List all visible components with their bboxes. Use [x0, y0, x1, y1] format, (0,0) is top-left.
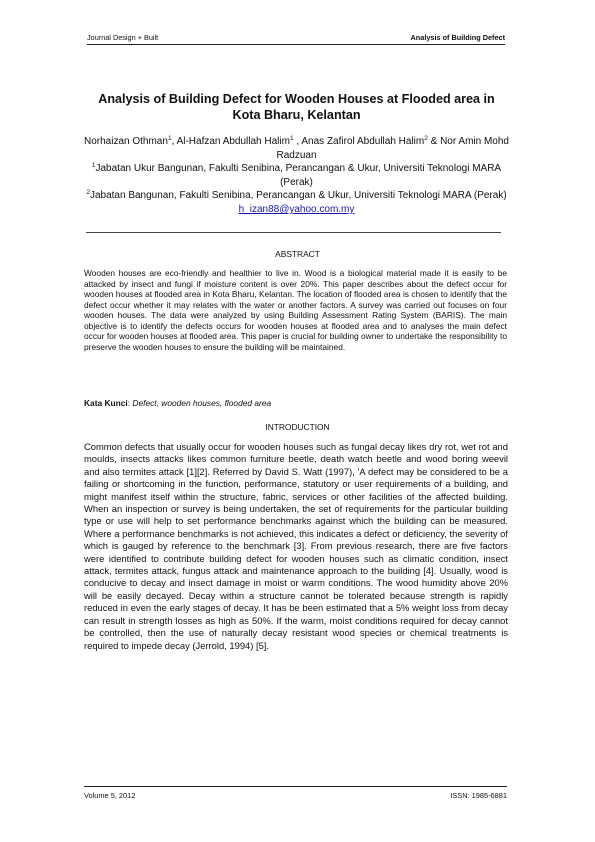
affiliation-marker: 2 — [424, 135, 428, 142]
affiliation-marker: 2 — [86, 189, 90, 197]
keywords — [84, 398, 507, 408]
keywords-colon: : — [127, 398, 133, 408]
abstract-text: Wooden houses are eco-friendly and healthier to live in. Wood is a biological material made it is easily to be attacked by insect and fungi if moisture content is over 20%. This paper describes about the defect occur for wooden houses at flooded area in Kota Bharu, Kelantan. The location of flooded area is chosen to identify that the defect occur whether it may relates with the water or another factors. A survey was carried out focuses on four wooden houses. The data were analyzed by using Building Assessment Rating System (BARIS). The main objective is to identify the defects occurs for wooden houses at flooded area and to analyses the main defect occur for wooden houses at flooded area. This paper is crucial for building owner to undertake the responsibility to preserve the wooden houses to ensure the building will be maintained. — [84, 268, 507, 352]
introduction-heading: INTRODUCTION — [265, 422, 330, 432]
keywords-text: Defect, wooden houses, flooded area — [132, 398, 272, 408]
author-name: , Al-Hafzan Abdullah Halim — [171, 136, 290, 147]
footer-rule — [84, 786, 507, 787]
header-rule — [87, 44, 505, 45]
author-block — [84, 135, 509, 217]
running-head — [87, 33, 505, 42]
author-name: & Nor Amin Mohd Radzuan — [276, 136, 509, 161]
running-title: Analysis of Building Defect — [410, 33, 505, 42]
separator-rule — [86, 232, 501, 233]
author-name: , Anas Zafirol Abdullah Halim — [293, 136, 425, 147]
email-link[interactable]: h_izan88@yahoo.com.my — [238, 203, 355, 215]
keywords-label: Kata Kunci — [84, 398, 128, 408]
affiliation-marker: 1 — [167, 135, 172, 142]
paper-title: Analysis of Building Defect for Wooden Houses at Flooded area in Kota Bharu, Kelantan — [98, 92, 495, 122]
volume-info: Volume 5, 2012 — [84, 791, 136, 800]
author-list — [84, 135, 509, 162]
affiliation-1 — [84, 162, 509, 189]
affiliation-text: Jabatan Bangunan, Fakulti Senibina, Perancangan & Ukur, Universiti Teknologi MARA (Perak) — [89, 190, 507, 202]
affiliation-2 — [84, 189, 509, 203]
introduction-text: Common defects that usually occur for wooden houses such as fungal decay likes dry rot, wet rot and moulds, insects attacks likes common furniture beetle, death watch beetle and wood boring weevil and also termites attack [1][2]. Referred by David S. Watt (1997), 'A defect may be considered to be a failing or shortcoming in the function, performance, statutory or user requirements of a building, and might manifest itself within the structure, fabric, services or other facilities of the affected building. When an inspection or survey is being undertaken, the set of requirements for the particular building type or use will help to set performance benchmarks against which the building can be measured. Where a performance benchmarks is not achieved, this indicates a defect or deficiency, the severity of which is gauged by reference to the benchmark [3]. From previous research, there are five factors were identified to contribute building defect for wooden houses such as climatic condition, insect attack, termites attack, fungus attack and maintenance approach to the building [4]. Usually, wood is conducive to decay and insect damage in moist or warm conditions. The wood humidity above 20% will be easily decayed. Decay within a structure cannot be tolerated because strength is rapidly reduced in even the early stages of decay. It has be been estimated that a 5% weight loss from decay can result in strength losses as high as 50%. If the warm, moist conditions required for decay cannot be controlled, then the use of naturally decay resistant wood species or chemical treatments is required to impede decay (Jerrold, 1994) [5]. — [84, 441, 508, 651]
affiliation-marker: 1 — [289, 135, 294, 142]
affiliation-text: Jabatan Ukur Bangunan, Fakulti Senibina, Perancangan & Ukur, Universiti Teknologi MARA (Perak) — [95, 163, 502, 188]
issn-info: ISSN: 1985-6881 — [450, 791, 507, 800]
author-name: Norhaizan Othman — [84, 136, 168, 147]
affiliation-marker: 1 — [91, 162, 96, 170]
footer — [84, 791, 507, 800]
journal-name: Journal Design + Built — [87, 33, 159, 42]
abstract-heading: ABSTRACT — [275, 249, 320, 259]
